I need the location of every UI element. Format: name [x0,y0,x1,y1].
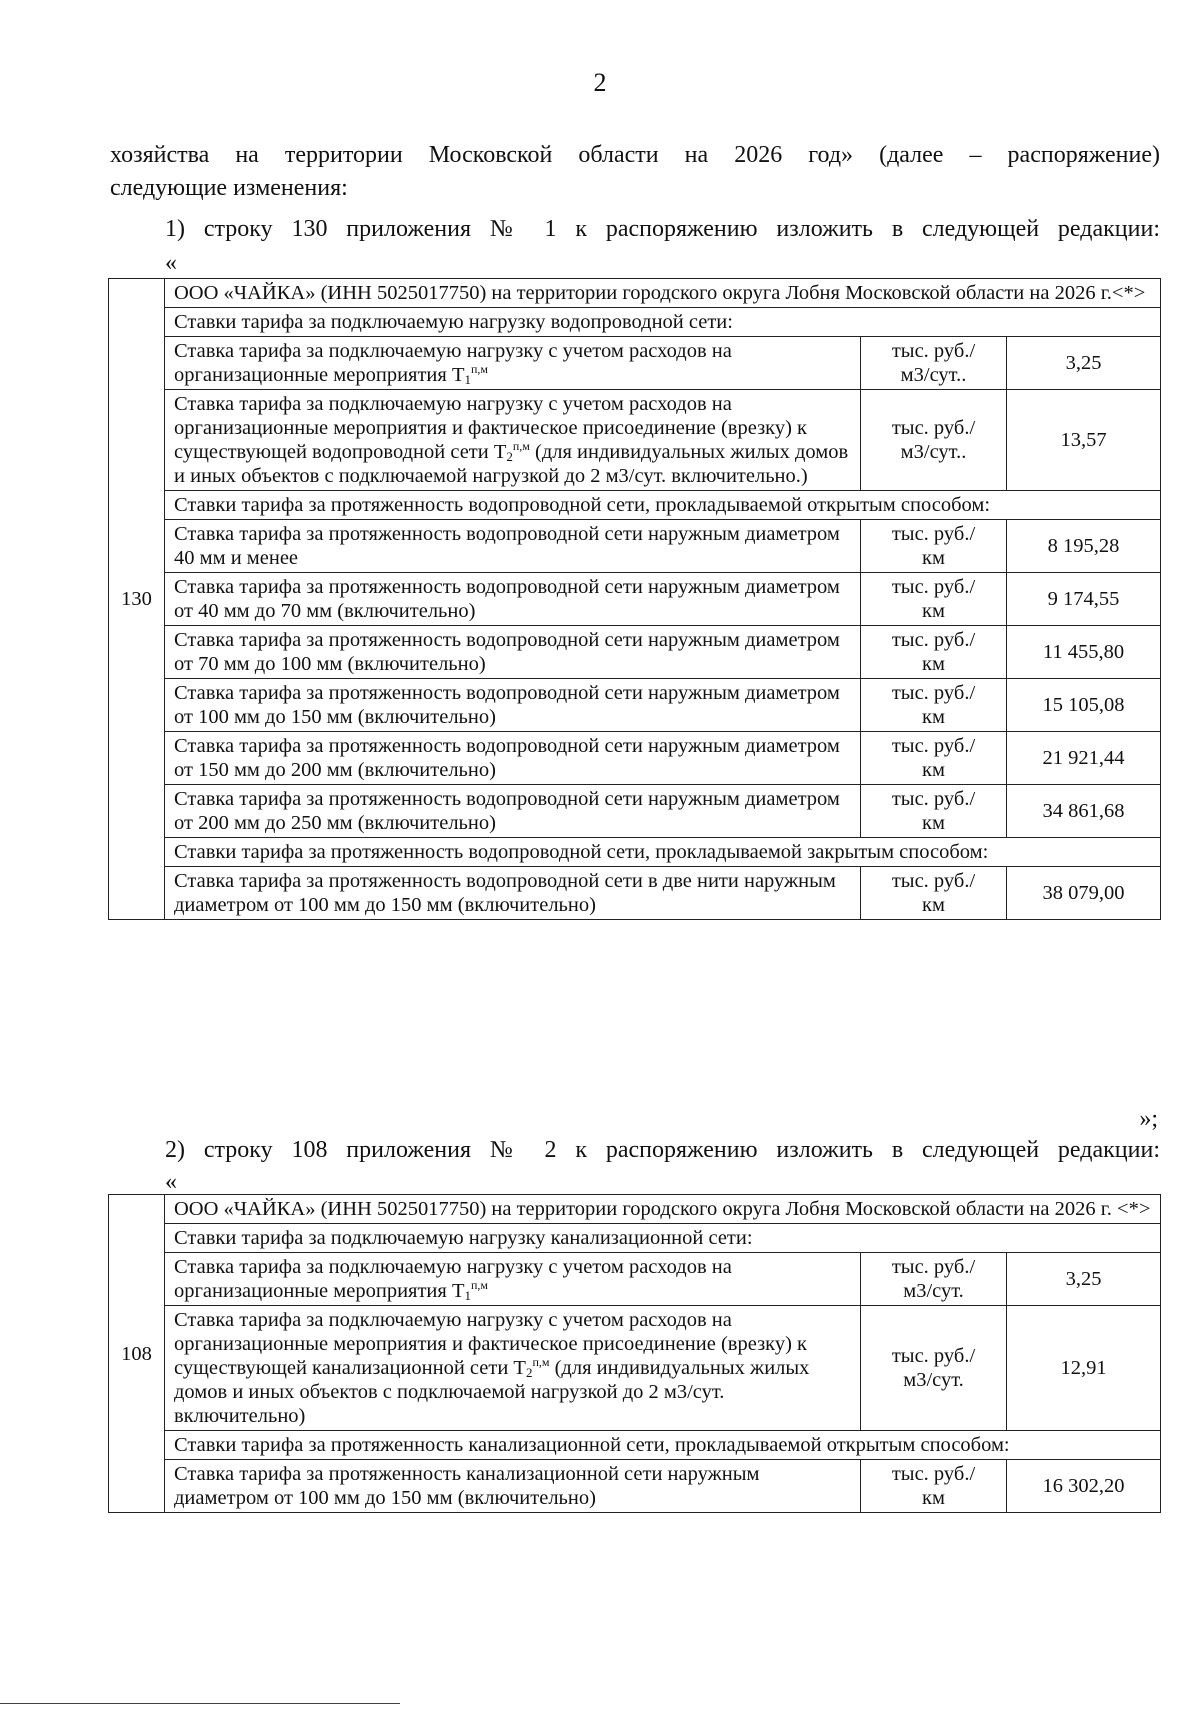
open-quote-1: « [165,250,177,276]
rate-unit-line-2: км [922,653,945,675]
rate-unit-line-1: тыс. руб./ [891,417,976,439]
rate-name-text: Ставка тарифа за подключаемую нагрузку с учетом расходов на организационные мероприятия и фактическое присоединение (врезку) к существующей канализационной сети T [174,1309,807,1379]
rate-value: 16 302,20 [1007,1460,1161,1513]
tariff-table-130 [108,278,1161,920]
rate-name [165,1306,861,1431]
rate-unit [861,573,1007,626]
rate-unit-line-2: км [922,706,945,728]
rate-superscript: п,м [470,362,488,376]
rate-value: 21 921,44 [1007,732,1161,785]
rate-row [109,573,1161,626]
rate-value: 9 174,55 [1007,573,1161,626]
tariff-table-108 [108,1194,1161,1513]
rate-value: 34 861,68 [1007,785,1161,838]
row-number: 108 [109,1195,165,1513]
section-row [109,1224,1161,1253]
intro-line-2: следующие изменения: [110,175,348,201]
section-row [109,308,1161,337]
rate-name [165,867,861,920]
rate-unit [861,732,1007,785]
open-quote-2: « [165,1169,177,1195]
rate-superscript: п,м [532,1355,550,1369]
rate-name-tail: (для индивидуальных жилых домов и иных объектов с подключаемой нагрузкой до 2 м3/сут. включительно) [174,1357,810,1427]
rate-value: 38 079,00 [1007,867,1161,920]
rate-name-text: Ставка тарифа за протяженность канализационной сети наружным диаметром от 100 мм до 150 мм (включительно) [174,1463,760,1509]
rate-unit [861,1306,1007,1431]
rate-row [109,732,1161,785]
rate-unit-line-1: тыс. руб./ [891,340,976,362]
rate-name [165,1460,861,1513]
rate-unit [861,867,1007,920]
rate-name-text: Ставка тарифа за протяженность водопроводной сети наружным диаметром от 70 мм до 100 мм (включительно) [174,629,840,675]
close-quote-1: »; [1139,1106,1158,1132]
organization-title: ООО «ЧАЙКА» (ИНН 5025017750) на территории городского округа Лобня Московской области на 2026 г. <*> [165,1195,1161,1224]
rate-name-text: Ставка тарифа за протяженность водопроводной сети наружным диаметром от 40 мм до 70 мм (включительно) [174,576,840,622]
rate-name [165,520,861,573]
rate-name-text: Ставка тарифа за протяженность водопроводной сети наружным диаметром 40 мм и менее [174,523,840,569]
rate-index: 2 [525,1365,533,1380]
rate-name [165,732,861,785]
rate-unit-line-2: м3/сут. [903,1369,964,1391]
rate-unit [861,626,1007,679]
rate-row [109,520,1161,573]
rate-name-text: Ставка тарифа за протяженность водопроводной сети наружным диаметром от 100 мм до 150 мм (включительно) [174,682,840,728]
page-number: 2 [593,68,607,97]
rate-value: 11 455,80 [1007,626,1161,679]
rate-row [109,626,1161,679]
section-header: Ставки тарифа за подключаемую нагрузку канализационной сети: [165,1224,1161,1253]
rate-unit [861,679,1007,732]
rate-index: 1 [464,1288,471,1303]
rate-unit-line-2: км [922,812,945,834]
rate-row [109,1253,1161,1306]
rate-value: 3,25 [1007,1253,1161,1306]
tariff-table-108-body [109,1195,1161,1513]
rate-name-text: Ставка тарифа за подключаемую нагрузку с учетом расходов на организационные мероприятия и фактическое присоединение (врезку) к существующей водопроводной сети T [174,393,807,463]
rate-unit-line-1: тыс. руб./ [891,788,976,810]
rate-name [165,337,861,390]
rate-name-text: Ставка тарифа за протяженность водопроводной сети наружным диаметром от 200 мм до 250 мм (включительно) [174,788,840,834]
rate-index: 1 [464,372,471,387]
row-number: 130 [109,279,165,920]
rate-unit-line-1: тыс. руб./ [891,1345,976,1367]
rate-row [109,390,1161,491]
rate-superscript: п,м [470,1278,488,1292]
rate-unit-line-1: тыс. руб./ [891,1463,976,1485]
rate-name [165,785,861,838]
section-row [109,838,1161,867]
section-header: Ставки тарифа за протяженность водопроводной сети, прокладываемой открытым способом: [165,491,1161,520]
rate-row [109,785,1161,838]
rate-value: 8 195,28 [1007,520,1161,573]
rate-unit-line-1: тыс. руб./ [891,735,976,757]
rate-row [109,1460,1161,1513]
rate-name-text: Ставка тарифа за протяженность водопроводной сети наружным диаметром от 150 мм до 200 мм (включительно) [174,735,840,781]
item-1-text: 1) строку 130 приложения № 1 к распоряжению изложить в следующей редакции: [165,216,1160,242]
rate-superscript: п,м [512,439,530,453]
rate-unit-line-2: км [922,894,945,916]
rate-name [165,626,861,679]
rate-name-text: Ставка тарифа за подключаемую нагрузку с учетом расходов на организационные мероприятия T [174,1256,732,1302]
rate-unit-line-1: тыс. руб./ [891,870,976,892]
rate-unit [861,520,1007,573]
section-header: Ставки тарифа за протяженность канализационной сети, прокладываемой открытым способом: [165,1431,1161,1460]
rate-row [109,1306,1161,1431]
rate-unit-line-1: тыс. руб./ [891,682,976,704]
rate-unit-line-2: м3/сут.. [900,364,967,386]
rate-name [165,573,861,626]
rate-row [109,867,1161,920]
rate-value: 13,57 [1007,390,1161,491]
rate-unit-line-2: км [922,1487,945,1509]
rate-unit-line-2: км [922,759,945,781]
rate-name-text: Ставка тарифа за подключаемую нагрузку с учетом расходов на организационные мероприятия T [174,340,732,386]
section-row [109,491,1161,520]
rate-name-tail: (для индивидуальных жилых домов и иных объектов с подключаемой нагрузкой до 2 м3/сут. включительно.) [174,441,849,487]
section-header: Ставки тарифа за протяженность водопроводной сети, прокладываемой закрытым способом: [165,838,1161,867]
rate-name-text: Ставка тарифа за протяженность водопроводной сети в две нити наружным диаметром от 100 мм до 150 мм (включительно) [174,870,836,916]
rate-name [165,390,861,491]
organization-title: ООО «ЧАЙКА» (ИНН 5025017750) на территории городского округа Лобня Московской области на 2026 г.<*> [165,279,1161,308]
rate-unit-line-2: м3/сут. [903,1280,964,1302]
item-2-text: 2) строку 108 приложения № 2 к распоряжению изложить в следующей редакции: [165,1137,1160,1163]
rate-row [109,337,1161,390]
rate-unit [861,1460,1007,1513]
tariff-table-130-body [109,279,1161,920]
section-header: Ставки тарифа за подключаемую нагрузку водопроводной сети: [165,308,1161,337]
rate-value: 12,91 [1007,1306,1161,1431]
rate-name [165,679,861,732]
rate-unit-line-1: тыс. руб./ [891,523,976,545]
rate-name [165,1253,861,1306]
rate-unit-line-1: тыс. руб./ [891,576,976,598]
footer-rule [0,1703,400,1704]
rate-unit-line-1: тыс. руб./ [891,629,976,651]
rate-unit-line-2: км [922,547,945,569]
rate-unit-line-2: м3/сут.. [900,441,967,463]
rate-unit [861,390,1007,491]
rate-unit [861,1253,1007,1306]
rate-row [109,679,1161,732]
table-title-row [109,279,1161,308]
rate-unit [861,785,1007,838]
rate-index: 2 [506,449,513,464]
section-row [109,1431,1161,1460]
rate-unit-line-2: км [922,600,945,622]
intro-line-1: хозяйства на территории Московской области на 2026 год» (далее – распоряжение) [110,142,1160,168]
rate-unit [861,337,1007,390]
table-title-row [109,1195,1161,1224]
rate-value: 15 105,08 [1007,679,1161,732]
rate-value: 3,25 [1007,337,1161,390]
rate-unit-line-1: тыс. руб./ [891,1256,976,1278]
